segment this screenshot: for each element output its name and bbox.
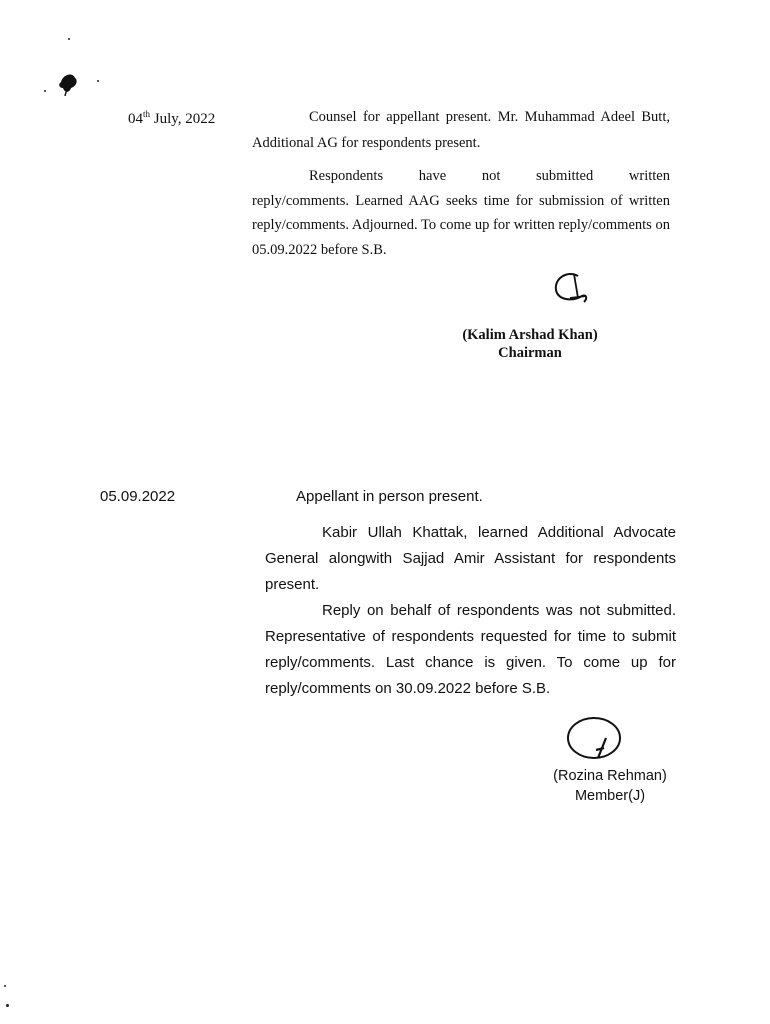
signatory-title: Chairman bbox=[498, 345, 562, 361]
signatory-name: (Kalim Arshad Khan) bbox=[462, 327, 598, 343]
entry-2-signatory bbox=[530, 766, 690, 806]
entry-1-date: 04th July, 2022 bbox=[128, 109, 216, 127]
signatory-title: Member(J) bbox=[574, 788, 646, 804]
entry-1-paragraph-2-first-line: Respondents have not submitted written bbox=[309, 168, 670, 184]
entry-2-paragraph-1: Appellant in person present. bbox=[296, 488, 483, 505]
entry-2-paragraph-2: Kabir Ullah Khattak, learned Additional Advocate General alongwith Sajjad Amir Assistant for respondents present. bbox=[265, 524, 676, 593]
ink-blot bbox=[55, 68, 85, 103]
entry-1-signatory bbox=[430, 326, 630, 362]
entry-1-paragraph-1: Counsel for appellant present. Mr. Muhammad Adeel Butt, Additional AG for respondents present. bbox=[252, 109, 670, 151]
entry-1-paragraph-2: Respondents have not submitted written reply/comments. Learned AAG seeks time for submission of written reply/comments. Adjourned. To come up for written reply/comments on 05.09.2022 before S.B. bbox=[252, 164, 670, 262]
entry-2-paragraph-3: Reply on behalf of respondents was not submitted. Representative of respondents requested for time to submit reply/comments. Last chance is given. To come up for reply/comments on 30.09.2022 before S.B. bbox=[265, 602, 676, 697]
signatory-name: (Rozina Rehman) bbox=[553, 768, 667, 784]
chairman-signature bbox=[548, 268, 596, 315]
member-signature bbox=[566, 712, 630, 773]
entry-2-date: 05.09.2022 bbox=[100, 488, 176, 505]
